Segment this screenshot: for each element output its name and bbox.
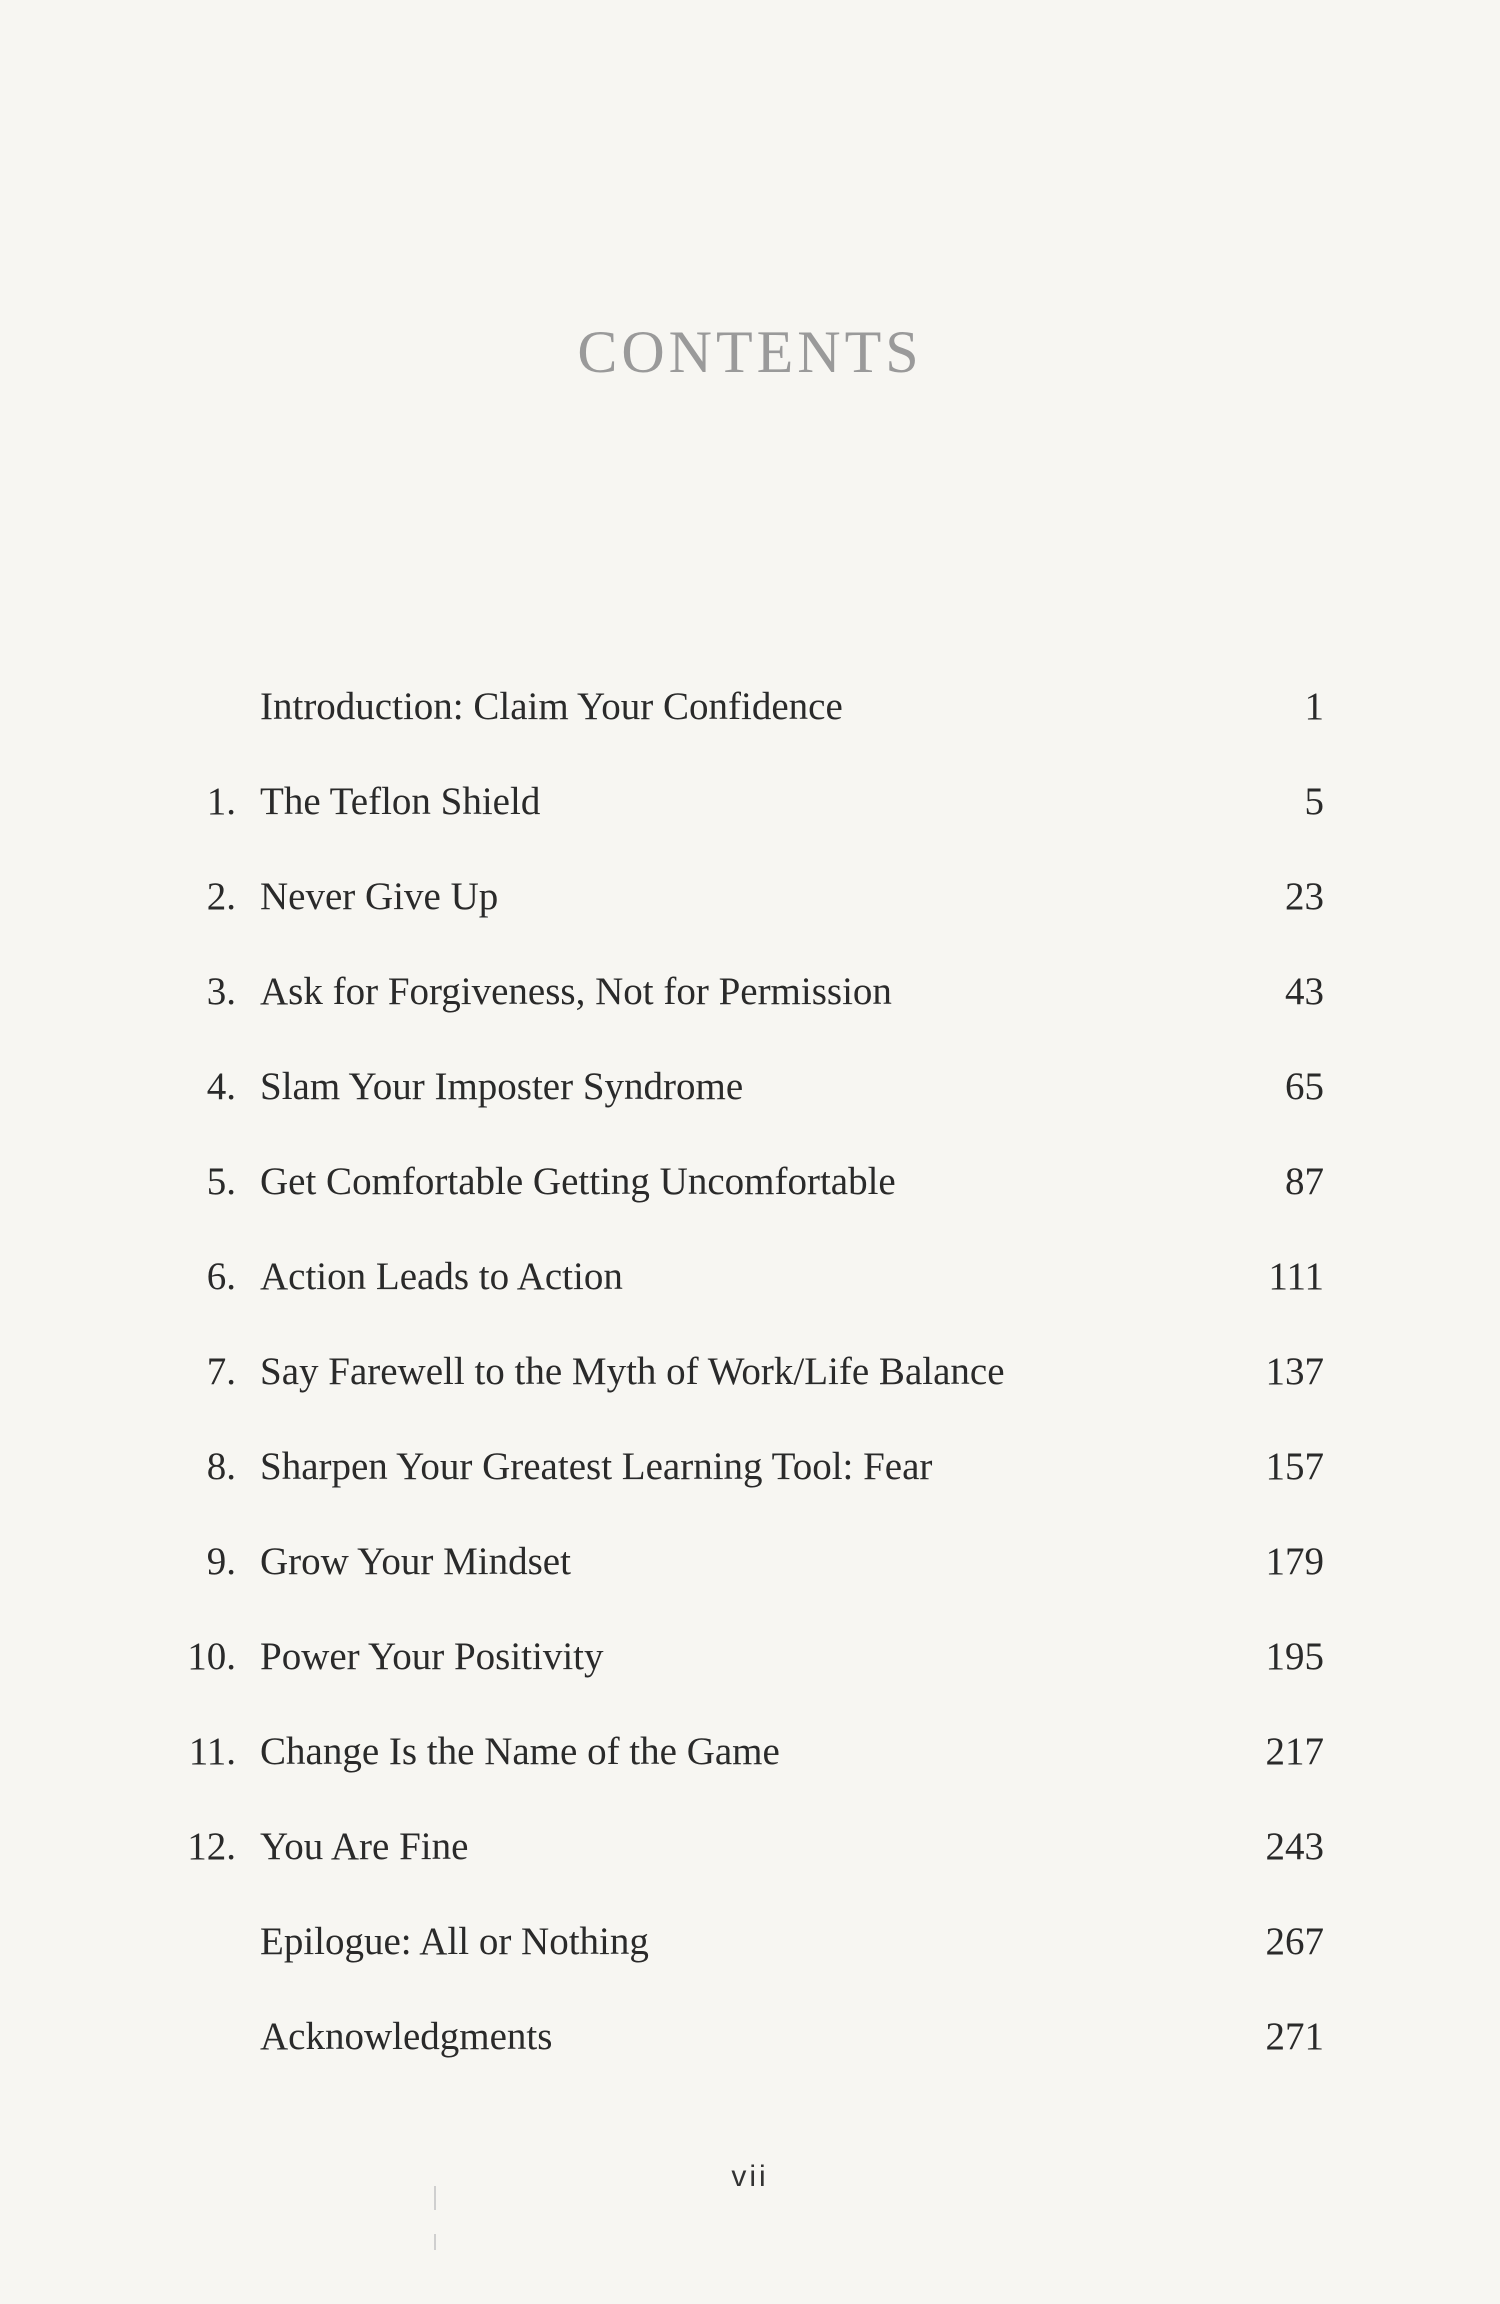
- chapter-title: Acknowledgments: [260, 2015, 553, 2058]
- toc-entry: [0, 957, 1500, 1027]
- chapter-number: 8.: [206, 1445, 236, 1488]
- page-folio: vii: [731, 2160, 769, 2193]
- toc-entry: [0, 1907, 1500, 1977]
- scan-artifact: [434, 2234, 436, 2250]
- page-number: 111: [1268, 1255, 1324, 1298]
- page-number: 43: [1285, 970, 1324, 1013]
- chapter-title: Action Leads to Action: [260, 1255, 623, 1298]
- page-number: 195: [1265, 1635, 1324, 1678]
- toc-entry: [0, 1052, 1500, 1122]
- page-number: 157: [1265, 1445, 1324, 1488]
- chapter-number: 2.: [206, 875, 236, 918]
- chapter-title: Ask for Forgiveness, Not for Permission: [260, 970, 892, 1013]
- chapter-number: 3.: [206, 970, 236, 1013]
- chapter-title: Power Your Positivity: [260, 1635, 604, 1678]
- chapter-title: Never Give Up: [260, 875, 499, 918]
- toc-entry: [0, 1717, 1500, 1787]
- chapter-title: The Teflon Shield: [260, 780, 541, 823]
- page-number: 137: [1265, 1350, 1324, 1393]
- toc-entry: [0, 767, 1500, 837]
- page-number: 87: [1285, 1160, 1324, 1203]
- page-title: CONTENTS: [577, 319, 923, 385]
- toc-entry: [0, 1622, 1500, 1692]
- chapter-number: 9.: [206, 1540, 236, 1583]
- toc-entry: [0, 1337, 1500, 1407]
- toc-entry: [0, 672, 1500, 742]
- scan-artifact: [434, 2186, 436, 2210]
- toc-entry: [0, 862, 1500, 932]
- chapter-title: Epilogue: All or Nothing: [260, 1920, 649, 1963]
- chapter-number: 12.: [187, 1825, 236, 1868]
- page-number: 1: [1304, 685, 1324, 728]
- toc-entry: [0, 1527, 1500, 1597]
- chapter-title: Say Farewell to the Myth of Work/Life Balance: [260, 1350, 1005, 1393]
- page-number: 271: [1265, 2015, 1324, 2058]
- page-number: 5: [1304, 780, 1324, 823]
- toc-entry: [0, 1812, 1500, 1882]
- chapter-number: 10.: [187, 1635, 236, 1678]
- page-number: 23: [1285, 875, 1324, 918]
- chapter-number: 11.: [188, 1730, 236, 1773]
- chapter-title: You Are Fine: [260, 1825, 469, 1868]
- chapter-number: 6.: [206, 1255, 236, 1298]
- chapter-number: 5.: [206, 1160, 236, 1203]
- page-number: 267: [1265, 1920, 1324, 1963]
- page-number: 65: [1285, 1065, 1324, 1108]
- page-number: 243: [1265, 1825, 1324, 1868]
- chapter-title: Introduction: Claim Your Confidence: [260, 685, 843, 728]
- chapter-title: Grow Your Mindset: [260, 1540, 571, 1583]
- chapter-title: Sharpen Your Greatest Learning Tool: Fear: [260, 1445, 933, 1488]
- chapter-number: 4.: [206, 1065, 236, 1108]
- toc-entry: [0, 1432, 1500, 1502]
- page-number: 217: [1265, 1730, 1324, 1773]
- chapter-title: Change Is the Name of the Game: [260, 1730, 780, 1773]
- toc-entry: [0, 1242, 1500, 1312]
- toc-entry: [0, 2002, 1500, 2072]
- chapter-title: Slam Your Imposter Syndrome: [260, 1065, 744, 1108]
- page-number: 179: [1265, 1540, 1324, 1583]
- toc-entry: [0, 1147, 1500, 1217]
- chapter-title: Get Comfortable Getting Uncomfortable: [260, 1160, 896, 1203]
- chapter-number: 7.: [206, 1350, 236, 1393]
- chapter-number: 1.: [206, 780, 236, 823]
